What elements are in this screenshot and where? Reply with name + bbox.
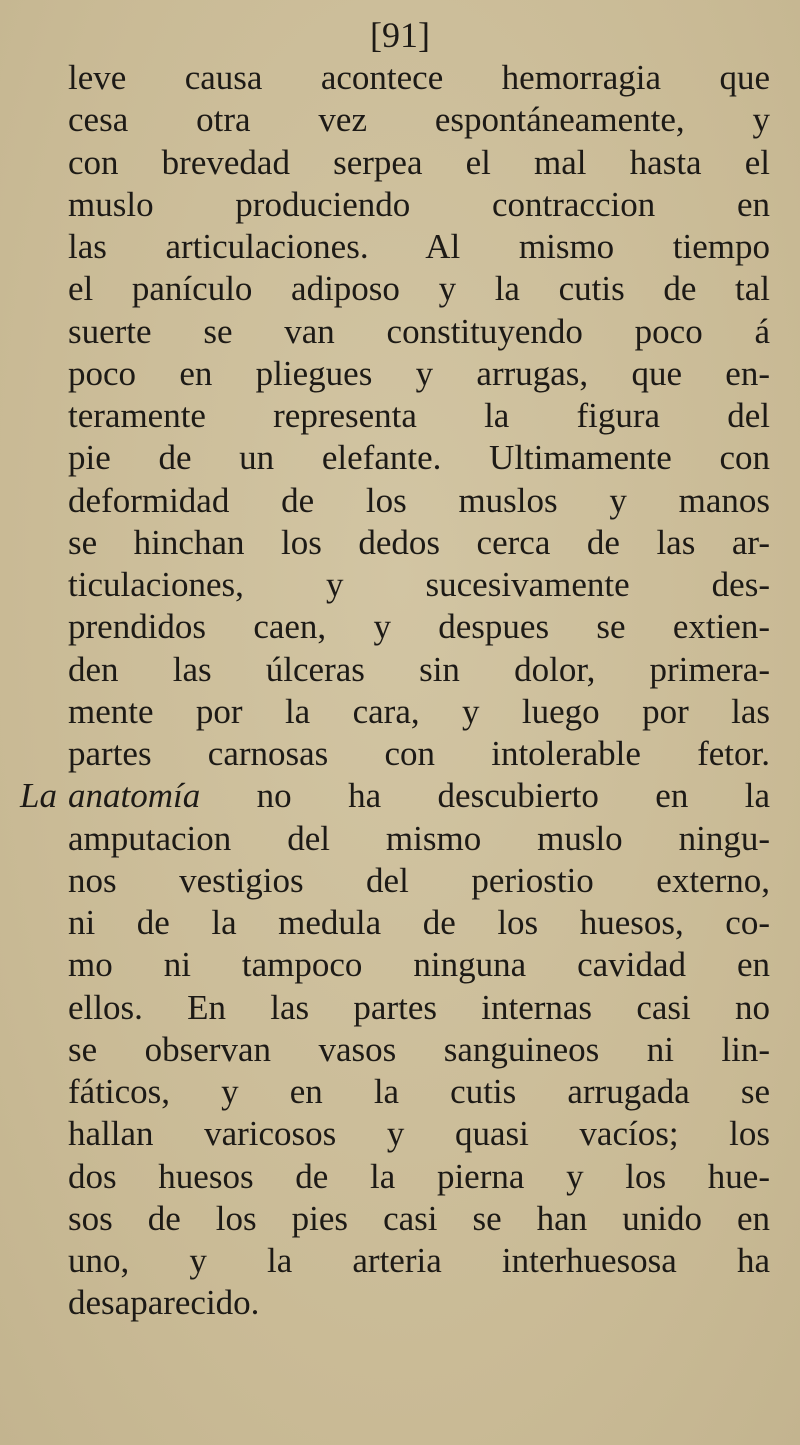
line-text: no ha descubierto en la bbox=[256, 776, 770, 816]
body-text bbox=[68, 57, 770, 1325]
text-line bbox=[68, 649, 770, 691]
text-line bbox=[68, 99, 770, 141]
line-text: muslo produciendo contraccion en bbox=[68, 184, 770, 224]
text-line bbox=[68, 987, 770, 1029]
line-text: amputacion del mismo muslo ningu- bbox=[68, 818, 770, 858]
text-line bbox=[68, 1071, 770, 1113]
line-text: prendidos caen, y despues se extien- bbox=[68, 607, 770, 647]
text-line bbox=[68, 606, 770, 648]
text-line bbox=[68, 1240, 770, 1282]
margin-note: La bbox=[20, 776, 57, 815]
italic-word: anatomía bbox=[68, 776, 201, 816]
line-text: se observan vasos sanguineos ni lin- bbox=[68, 1029, 770, 1069]
line-text: uno, y la arteria interhuesosa ha bbox=[68, 1241, 770, 1280]
text-line bbox=[68, 184, 770, 226]
text-line bbox=[68, 1198, 770, 1240]
line-text: nos vestigios del periostio externo, bbox=[68, 860, 770, 900]
text-line bbox=[68, 691, 770, 733]
line-text: leve causa acontece hemorragia que bbox=[68, 58, 770, 97]
text-line bbox=[68, 311, 770, 353]
text-line bbox=[68, 1113, 770, 1155]
line-text: cesa otra vez espontáneamente, y bbox=[68, 100, 770, 140]
line-text: las articulaciones. Al mismo tiempo bbox=[68, 227, 770, 266]
line-text: sos de los pies casi se han unido en bbox=[68, 1198, 770, 1238]
text-line bbox=[68, 818, 770, 860]
line-text: ni de la medula de los huesos, co- bbox=[68, 903, 770, 942]
line-text: pie de un elefante. Ultimamente con bbox=[68, 438, 770, 478]
text-line bbox=[68, 1156, 770, 1198]
text-line bbox=[68, 226, 770, 268]
text-line bbox=[68, 564, 770, 606]
text-line bbox=[68, 860, 770, 902]
line-text: se hinchan los dedos cerca de las ar- bbox=[68, 522, 770, 562]
line-text: ticulaciones, y sucesivamente des- bbox=[68, 565, 770, 604]
text-line bbox=[68, 353, 770, 395]
text-line bbox=[68, 944, 770, 986]
line-text: desaparecido. bbox=[68, 1283, 260, 1323]
text-line bbox=[68, 395, 770, 437]
line-text: hallan varicosos y quasi vacíos; los bbox=[68, 1114, 770, 1154]
text-line bbox=[68, 1029, 770, 1071]
line-text: con brevedad serpea el mal hasta el bbox=[68, 142, 770, 182]
line-text: mo ni tampoco ninguna cavidad en bbox=[68, 945, 770, 985]
text-line bbox=[68, 775, 770, 817]
text-line bbox=[68, 437, 770, 479]
line-text: poco en pliegues y arrugas, que en- bbox=[68, 353, 770, 393]
text-line bbox=[68, 1282, 770, 1324]
text-line bbox=[68, 57, 770, 99]
line-text: den las úlceras sin dolor, primera- bbox=[68, 649, 770, 689]
text-line bbox=[68, 902, 770, 944]
text-line bbox=[68, 480, 770, 522]
page-number: [91] bbox=[370, 15, 430, 55]
line-text: deformidad de los muslos y manos bbox=[68, 480, 770, 520]
line-text: fáticos, y en la cutis arrugada se bbox=[68, 1072, 770, 1111]
text-line bbox=[68, 142, 770, 184]
text-line bbox=[68, 733, 770, 775]
line-text: partes carnosas con intolerable fetor. bbox=[68, 734, 770, 773]
line-text: mente por la cara, y luego por las bbox=[68, 691, 770, 731]
line-text: dos huesos de la pierna y los hue- bbox=[68, 1156, 770, 1196]
text-line bbox=[68, 268, 770, 310]
line-text: el panículo adiposo y la cutis de tal bbox=[68, 269, 770, 309]
line-text: ellos. En las partes internas casi no bbox=[68, 987, 770, 1027]
line-text: teramente representa la figura del bbox=[68, 396, 770, 435]
text-line bbox=[68, 522, 770, 564]
line-text: suerte se van constituyendo poco á bbox=[68, 311, 770, 351]
